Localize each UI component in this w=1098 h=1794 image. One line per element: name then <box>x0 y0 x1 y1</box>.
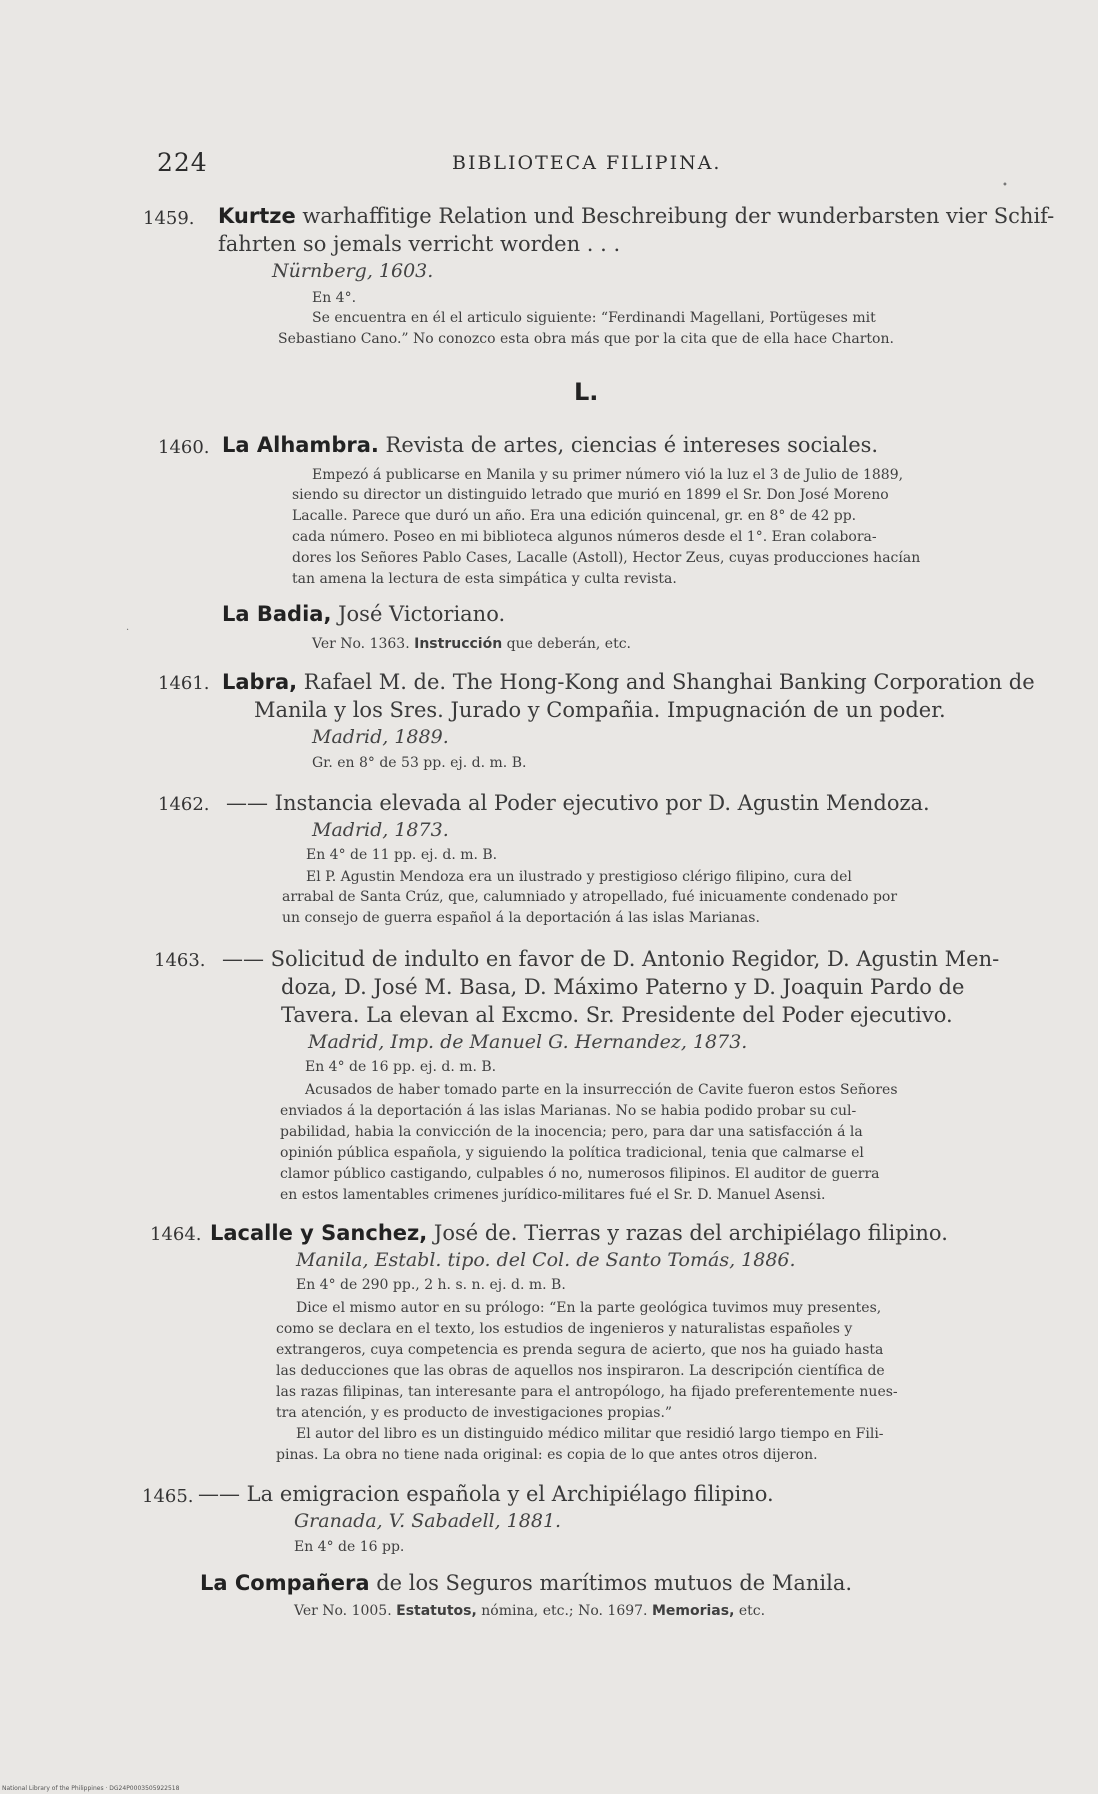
title-line: Rafael M. de. The Hong-Kong and Shanghai Banking Corporation de <box>303 670 1035 694</box>
scan-credit: National Library of the Philippines · DG24P0003505922518 <box>2 1785 180 1792</box>
title-text: José de. Tierras y razas del archipiélago filipino. <box>433 1221 948 1245</box>
note-line: Dice el mismo autor en su prólogo: “En la parte geológica tuvimos muy presentes, <box>296 1300 882 1316</box>
entry-author: Labra, <box>222 670 298 694</box>
running-title: BIBLIOTECA FILIPINA. <box>452 152 722 174</box>
section-letter: L. <box>574 378 599 406</box>
title-line: warhaffitige Relation und Beschreibung der wunderbarsten vier Schif- <box>302 204 1055 228</box>
entry-title <box>222 432 878 459</box>
ref-text: Ver No. 1363. <box>312 636 410 652</box>
note-line: como se declara en el texto, los estudios de ingenieros y naturalistas españoles y <box>276 1321 853 1337</box>
cross-reference <box>294 1601 765 1622</box>
entry-title: —— La emigracion española y el Archipiélago filipino. <box>198 1482 774 1506</box>
imprint: Madrid, 1889. <box>312 726 449 748</box>
imprint: Manila, Establ. tipo. del Col. de Santo Tomás, 1886. <box>296 1249 796 1271</box>
entry-number: 1459. <box>143 208 195 229</box>
format: En 4° de 16 pp. ej. d. m. B. <box>305 1059 497 1075</box>
note-line: El autor del libro es un distinguido médico militar que residió largo tiempo en Fili- <box>296 1426 884 1442</box>
title-text: de los Seguros marítimos mutuos de Manila. <box>376 1571 853 1595</box>
note-line: un consejo de guerra español á la deportación á las islas Marianas. <box>282 910 760 926</box>
entry-number: 1462. <box>158 794 210 815</box>
entry-author: La Badia, <box>222 602 332 626</box>
entry-title <box>218 203 1055 230</box>
imprint: Granada, V. Sabadell, 1881. <box>294 1510 562 1532</box>
entry-author: La Alhambra. <box>222 433 379 457</box>
format: En 4° de 16 pp. <box>294 1539 405 1555</box>
ref-title: Instrucción <box>414 636 503 652</box>
entry-number: 1464. <box>150 1224 202 1245</box>
note-line: Se encuentra en él el articulo siguiente: “Ferdinandi Magellani, Portügeses mit <box>312 310 876 326</box>
note-line: cada número. Poseo en mi biblioteca algunos números desde el 1°. Eran colabora- <box>292 529 877 545</box>
title-line: Tavera. La elevan al Excmo. Sr. Presidente del Poder ejecutivo. <box>281 1003 953 1027</box>
note-line: arrabal de Santa Crúz, que, calumniado y atropellado, fué inicuamente condenado por <box>282 889 898 905</box>
entry-title <box>222 669 1035 696</box>
note-line: Empezó á publicarse en Manila y su primer número vió la luz el 3 de Julio de 1889, <box>312 467 904 483</box>
note-line: dores los Señores Pablo Cases, Lacalle (Astoll), Hector Zeus, cuyas producciones hacían <box>292 550 921 566</box>
note-line: extrangeros, cuya competencia es prenda segura de acierto, que nos ha guiado hasta <box>276 1342 884 1358</box>
ref-text: nómina, etc.; No. 1697. <box>481 1603 648 1619</box>
format: Gr. en 8° de 53 pp. ej. d. m. B. <box>312 755 527 771</box>
note-line: opinión pública española, y siguiendo la política tradicional, tenia que calmarse el <box>280 1145 864 1161</box>
entry-number: 1461. <box>158 673 210 694</box>
note-line: enviados á la deportación á las islas Marianas. No se habia podido probar su cul- <box>280 1103 857 1119</box>
note-line: tra atención, y es producto de investigaciones propias.” <box>276 1405 673 1421</box>
ref-title: Memorias, <box>651 1603 735 1619</box>
ref-title: Estatutos, <box>396 1603 477 1619</box>
entry-title: —— Instancia elevada al Poder ejecutivo por D. Agustin Mendoza. <box>226 791 930 815</box>
note-line: las razas filipinas, tan interesante para el antropólogo, ha fijado preferentemente nues- <box>276 1384 898 1400</box>
ref-text: Ver No. 1005. <box>294 1603 392 1619</box>
format: En 4° de 11 pp. ej. d. m. B. <box>306 847 498 863</box>
entry-author: Kurtze <box>218 204 296 228</box>
note-line: en estos lamentables crimenes jurídico-militares fué el Sr. D. Manuel Asensi. <box>280 1187 826 1203</box>
entry-number: 1460. <box>158 437 210 458</box>
entry-author: La Compañera <box>200 1571 370 1595</box>
note-line: clamor público castigando, culpables ó no, numerosos filipinos. El auditor de guerra <box>280 1166 880 1182</box>
format: En 4° de 290 pp., 2 h. s. n. ej. d. m. B. <box>296 1277 566 1293</box>
title-line: doza, D. José M. Basa, D. Máximo Paterno y D. Joaquin Pardo de <box>281 975 965 999</box>
entry-number: 1465. <box>142 1486 194 1507</box>
note-line: Acusados de haber tomado parte en la insurrección de Cavite fueron estos Señores <box>305 1082 898 1098</box>
imprint: Nürnberg, 1603. <box>272 260 434 282</box>
ref-text: que deberán, etc. <box>506 636 632 652</box>
speck-mark: · <box>126 625 130 636</box>
page-number: 224 <box>157 148 208 177</box>
cross-reference <box>312 634 631 655</box>
entry-title <box>200 1570 852 1597</box>
imprint: Madrid, Imp. de Manuel G. Hernandez, 1873. <box>308 1031 748 1053</box>
note-line: siendo su director un distinguido letrado que murió en 1899 el Sr. Don José Moreno <box>292 487 889 503</box>
entry-title <box>210 1220 948 1247</box>
note-line: Sebastiano Cano.” No conozco esta obra más que por la cita que de ella hace Charton. <box>278 331 894 347</box>
title-line: —— Solicitud de indulto en favor de D. Antonio Regidor, D. Agustin Men- <box>222 947 1000 971</box>
title-line: Manila y los Sres. Jurado y Compañia. Impugnación de un poder. <box>254 698 946 722</box>
title-text: José Victoriano. <box>338 602 506 626</box>
note-line: Lacalle. Parece que duró un año. Era una edición quincenal, gr. en 8° de 42 pp. <box>292 508 857 524</box>
ref-text: etc. <box>738 1603 766 1619</box>
speck-mark: • <box>1002 180 1008 191</box>
note-line: pabilidad, habia la convicción de la inocencia; pero, para dar una satisfacción á la <box>280 1124 863 1140</box>
note-line: El P. Agustin Mendoza era un ilustrado y prestigioso clérigo filipino, cura del <box>306 869 852 885</box>
entry-author: Lacalle y Sanchez, <box>210 1221 428 1245</box>
note-line: las deducciones que las obras de aquellos nos inspiraron. La descripción científica de <box>276 1363 885 1379</box>
title-text: Revista de artes, ciencias é intereses sociales. <box>385 433 879 457</box>
title-line: fahrten so jemals verricht worden . . . <box>218 232 621 256</box>
note-line: tan amena la lectura de esta simpática y culta revista. <box>292 571 677 587</box>
format: En 4°. <box>312 290 357 306</box>
note-line: pinas. La obra no tiene nada original: es copia de lo que antes otros dijeron. <box>276 1447 818 1463</box>
entry-number: 1463. <box>154 950 206 971</box>
imprint: Madrid, 1873. <box>312 819 449 841</box>
entry-title <box>222 601 505 628</box>
page-header <box>0 148 1098 188</box>
